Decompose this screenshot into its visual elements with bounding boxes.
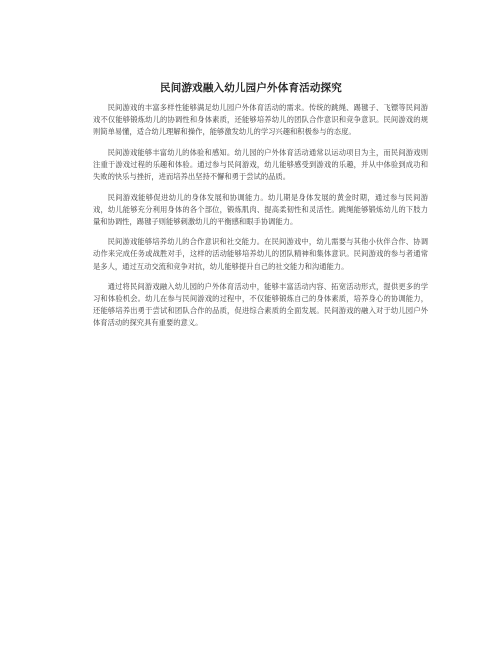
paragraph-2: 民间游戏能够丰富幼儿的体验和感知。幼儿园的户外体育活动通常以运动项目为主，而民间游戏则注重于游戏过程的乐趣和体验。通过参与民间游戏，幼儿能够感受到游戏的乐趣，并从中体验到成功和失败的快乐与挫折，进而培养出坚持不懈和勇于尝试的品质。 xyxy=(93,147,428,181)
paragraph-5: 通过将民间游戏融入幼儿园的户外体育活动中，能够丰富活动内容、拓宽活动形式，提供更多的学习和体验机会。幼儿在参与民间游戏的过程中，不仅能够锻炼自己的身体素质，培养身心的协调能力，还能够培养出勇于尝试和团队合作的品质，促进综合素质的全面发展。民间游戏的融入对于幼儿园户外体育活动的探究具有重要的意义。 xyxy=(93,282,428,328)
paragraph-3: 民间游戏能够促进幼儿的身体发展和协调能力。幼儿期是身体发展的黄金时期，通过参与民间游戏，幼儿能够充分利用身体的各个部位，锻炼肌肉、提高柔韧性和灵活性。跳绳能够锻炼幼儿的下肢力量和协调性，踢毽子则能够刺激幼儿的平衡感和眼手协调能力。 xyxy=(93,192,428,226)
paragraph-4: 民间游戏能够培养幼儿的合作意识和社交能力。在民间游戏中，幼儿需要与其他小伙伴合作、协调动作来完成任务或战胜对手，这样的活动能够培养幼儿的团队精神和集体意识。民间游戏的参与者通常是多人，通过互动交流和竞争对抗，幼儿能够提升自己的社交能力和沟通能力。 xyxy=(93,237,428,271)
document-title: 民间游戏融入幼儿园户外体育活动探究 xyxy=(160,82,342,94)
paragraph-1: 民间游戏的丰富多样性能够满足幼儿园户外体育活动的需求。传统的跳绳、踢毽子、飞镖等民间游戏不仅能够锻炼幼儿的协调性和身体素质，还能够培养幼儿的团队合作意识和竞争意识。民间游戏的规则简单易懂，适合幼儿理解和操作，能够激发幼儿的学习兴趣和积极参与的态度。 xyxy=(93,103,428,137)
document-body xyxy=(93,102,428,338)
